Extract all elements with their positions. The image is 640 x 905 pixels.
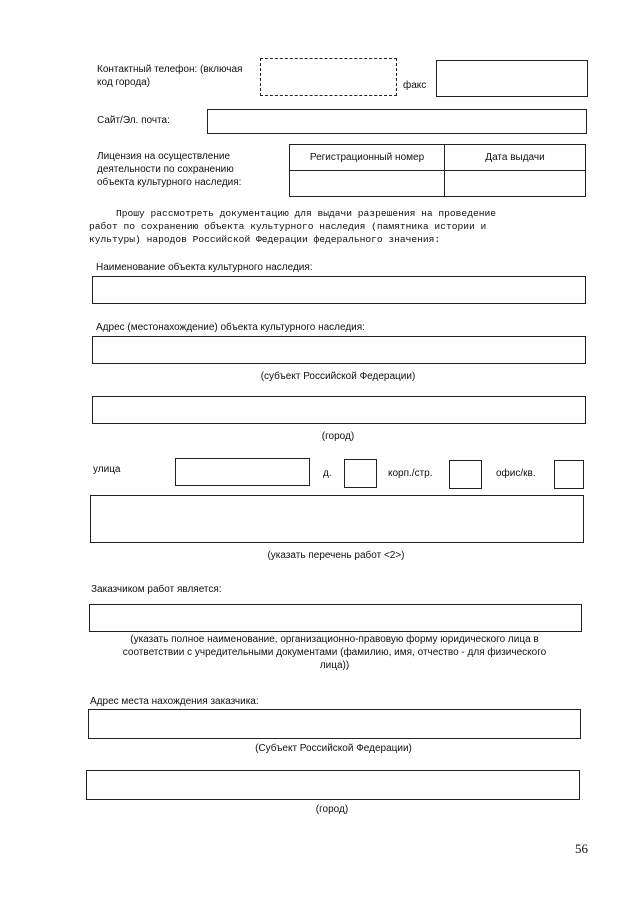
- object-subject-caption: (субъект Российской Федерации): [260, 371, 416, 382]
- page-number: 56: [575, 841, 588, 856]
- customer-caption-cont: соответствии с учредительными документами (фамилию, имя, отчество - для физического: [122, 647, 547, 658]
- street-field[interactable]: [175, 458, 310, 486]
- house-label: д.: [323, 468, 332, 479]
- request-text-line: работ по сохранению объекта культурного наследия (памятника истории и: [89, 221, 487, 232]
- customer-city-field[interactable]: [86, 770, 580, 800]
- site-email-field[interactable]: [207, 109, 587, 134]
- works-list-field[interactable]: [90, 495, 584, 543]
- customer-name-field[interactable]: [89, 604, 582, 632]
- object-subject-field[interactable]: [92, 336, 586, 364]
- license-label-cont2: объекта культурного наследия:: [97, 177, 242, 188]
- object-name-field[interactable]: [92, 276, 586, 304]
- works-caption: (указать перечень работ <2>): [267, 550, 405, 561]
- site-email-label: Сайт/Эл. почта:: [97, 115, 170, 126]
- phone-label-cont: код города): [97, 77, 151, 88]
- customer-city-caption: (город): [315, 804, 349, 815]
- office-label: офис/кв.: [496, 468, 536, 479]
- license-label-cont: деятельности по сохранению: [97, 164, 234, 175]
- house-field[interactable]: [344, 459, 377, 488]
- request-text-line: Прошу рассмотреть документацию для выдачи разрешения на проведение: [116, 208, 496, 219]
- customer-caption: (указать полное наименование, организационно-правовую форму юридического лица в: [130, 634, 539, 645]
- license-label: Лицензия на осуществление: [97, 151, 231, 162]
- object-name-label: Наименование объекта культурного наследия:: [96, 262, 313, 273]
- fax-label: факс: [403, 80, 427, 91]
- building-field[interactable]: [449, 460, 482, 489]
- license-reg-number-field[interactable]: [290, 171, 445, 197]
- phone-field[interactable]: [260, 58, 397, 96]
- object-address-label: Адрес (местонахождение) объекта культурного наследия:: [96, 322, 365, 333]
- object-city-caption: (город): [321, 431, 355, 442]
- request-text-line: культуры) народов Российской Федерации федерального значения:: [89, 234, 441, 245]
- office-field[interactable]: [554, 460, 584, 489]
- customer-subject-field[interactable]: [88, 709, 581, 739]
- fax-field[interactable]: [436, 60, 588, 97]
- license-col-issue-date: Дата выдачи: [445, 145, 586, 171]
- customer-address-label: Адрес места нахождения заказчика:: [90, 696, 259, 707]
- street-label: улица: [93, 464, 121, 475]
- phone-label: Контактный телефон: (включая: [97, 64, 243, 75]
- license-issue-date-field[interactable]: [445, 171, 586, 197]
- building-label: корп./стр.: [388, 468, 433, 479]
- license-col-reg-number: Регистрационный номер: [290, 145, 445, 171]
- customer-caption-cont2: лица)): [319, 660, 350, 671]
- customer-subject-caption: (Субъект Российской Федерации): [255, 743, 412, 754]
- customer-label: Заказчиком работ является:: [91, 584, 222, 595]
- license-table: [289, 144, 586, 197]
- object-city-field[interactable]: [92, 396, 586, 424]
